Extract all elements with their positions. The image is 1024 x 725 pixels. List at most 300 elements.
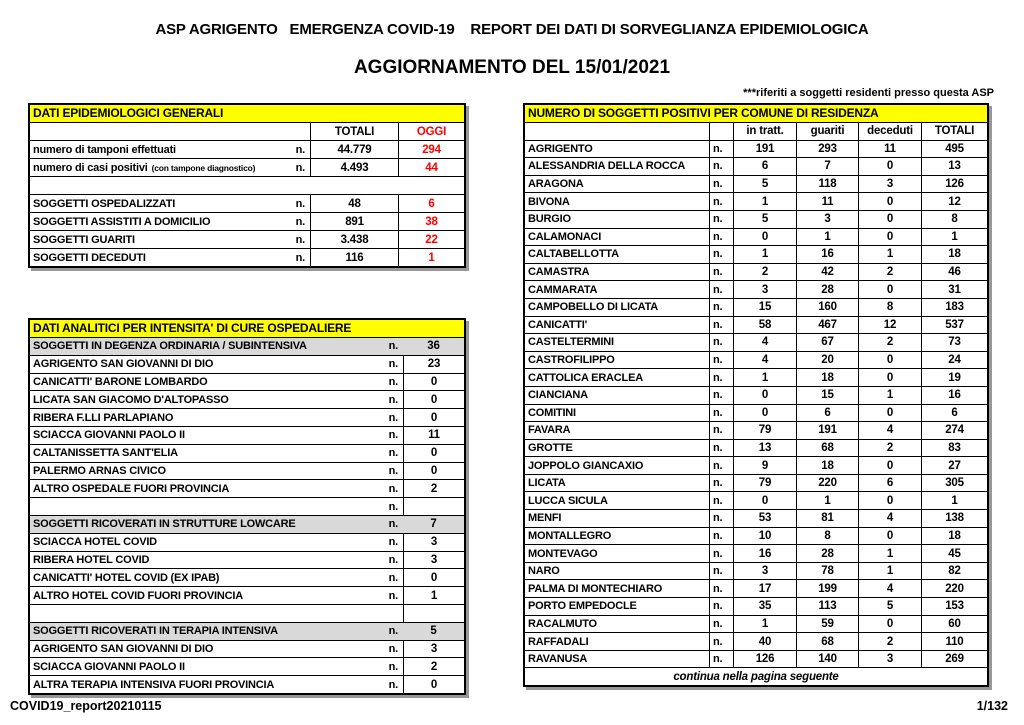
column-header-row bbox=[525, 122, 987, 140]
in-tratt-value: 4 bbox=[733, 352, 796, 369]
totali-value: 46 bbox=[921, 264, 987, 281]
in-tratt-value: 0 bbox=[733, 229, 796, 246]
table-row bbox=[525, 456, 987, 474]
n-abbrev: n. bbox=[388, 447, 398, 460]
row-label-cell bbox=[30, 516, 403, 533]
n-abbrev: n. bbox=[709, 492, 733, 509]
n-abbrev: n. bbox=[295, 161, 305, 174]
in-tratt-value: 2 bbox=[733, 264, 796, 281]
deceduti-value: 0 bbox=[858, 405, 921, 422]
deceduti-value: 0 bbox=[858, 229, 921, 246]
n-abbrev: n. bbox=[388, 536, 398, 549]
comune-name: CALAMONACI bbox=[528, 230, 602, 243]
table-row bbox=[525, 333, 987, 351]
guariti-value: 1 bbox=[796, 229, 858, 246]
n-abbrev: n. bbox=[295, 233, 305, 246]
table-row bbox=[30, 194, 464, 212]
comune-name: ARAGONA bbox=[528, 178, 584, 191]
table-row bbox=[30, 337, 464, 355]
row-label: SCIACCA GIOVANNI PAOLO II bbox=[33, 660, 185, 673]
comune-name: CANICATTI' bbox=[528, 318, 588, 331]
guariti-value: 42 bbox=[796, 264, 858, 281]
row-label-cell bbox=[30, 552, 403, 569]
n-abbrev: n. bbox=[388, 429, 398, 442]
in-tratt-value: 9 bbox=[733, 457, 796, 474]
row-label: RIBERA HOTEL COVID bbox=[33, 553, 150, 566]
oggi-column-header: OGGI bbox=[398, 123, 464, 140]
row-label-cell bbox=[30, 463, 403, 480]
totali-value: 73 bbox=[921, 334, 987, 351]
deceduti-value: 0 bbox=[858, 281, 921, 298]
deceduti-column-header: deceduti bbox=[858, 123, 921, 140]
guariti-value: 6 bbox=[796, 405, 858, 422]
comune-name: CATTOLICA ERACLEA bbox=[528, 371, 643, 384]
in-tratt-value: 17 bbox=[733, 580, 796, 597]
n-abbrev: n. bbox=[388, 589, 398, 602]
row-label-cell bbox=[30, 534, 403, 551]
deceduti-value: 1 bbox=[858, 545, 921, 562]
row-label: SOGGETTI ASSISTITI A DOMICILIO bbox=[33, 215, 211, 228]
table-row bbox=[525, 228, 987, 246]
table-row bbox=[525, 474, 987, 492]
oggi-value: 22 bbox=[398, 231, 464, 248]
deceduti-value: 1 bbox=[858, 387, 921, 404]
n-abbrev: n. bbox=[388, 518, 398, 531]
count-value: 0 bbox=[403, 391, 464, 408]
table-row bbox=[525, 280, 987, 298]
comune-name: ALESSANDRIA DELLA ROCCA bbox=[528, 160, 686, 173]
table-row bbox=[30, 230, 464, 248]
row-label-cell bbox=[30, 338, 403, 355]
table-row bbox=[30, 158, 464, 176]
comune-name: BIVONA bbox=[528, 195, 570, 208]
table-row bbox=[30, 568, 464, 586]
table-row bbox=[525, 491, 987, 509]
count-value: 36 bbox=[427, 340, 440, 353]
comune-name: GROTTE bbox=[528, 441, 573, 454]
row-label: AGRIGENTO SAN GIOVANNI DI DIO bbox=[33, 642, 214, 655]
table-row bbox=[30, 444, 464, 462]
row-label: SOGGETTI RICOVERATI IN STRUTTURE LOWCARE bbox=[33, 518, 296, 531]
report-title: ASP AGRIGENTO EMERGENZA COVID-19 REPORT DEI DATI DI SORVEGLIANZA EPIDEMIOLOGICA bbox=[155, 21, 869, 38]
deceduti-value: 3 bbox=[858, 651, 921, 668]
row-label-cell bbox=[30, 658, 403, 675]
guariti-value: 78 bbox=[796, 563, 858, 580]
count-value: 0 bbox=[403, 463, 464, 480]
in-tratt-value: 79 bbox=[733, 422, 796, 439]
deceduti-value: 4 bbox=[858, 510, 921, 527]
count-value: 3 bbox=[403, 534, 464, 551]
count-value: 7 bbox=[430, 518, 437, 531]
table-row bbox=[525, 597, 987, 615]
guariti-value: 467 bbox=[796, 317, 858, 334]
table-row bbox=[525, 615, 987, 633]
row-label-cell bbox=[30, 231, 310, 248]
n-abbrev: n. bbox=[709, 141, 733, 158]
table-row bbox=[30, 640, 464, 658]
deceduti-value: 0 bbox=[858, 528, 921, 545]
hospital-care-intensity-table bbox=[28, 318, 466, 695]
comune-name: LICATA bbox=[528, 477, 566, 490]
table-row bbox=[525, 527, 987, 545]
guariti-value: 191 bbox=[796, 422, 858, 439]
n-abbrev: n. bbox=[709, 405, 733, 422]
row-label: PALERMO ARNAS CIVICO bbox=[33, 464, 166, 477]
in-tratt-value: 79 bbox=[733, 475, 796, 492]
row-label: SOGGETTI DECEDUTI bbox=[33, 251, 146, 264]
guariti-value: 28 bbox=[796, 281, 858, 298]
guariti-value: 3 bbox=[796, 211, 858, 228]
row-label-cell bbox=[30, 409, 403, 426]
totali-value: 48 bbox=[310, 195, 398, 212]
n-abbrev: n. bbox=[709, 334, 733, 351]
general-table-body bbox=[30, 140, 464, 266]
n-abbrev: n. bbox=[709, 246, 733, 263]
guariti-value: 15 bbox=[796, 387, 858, 404]
n-abbrev: n. bbox=[709, 510, 733, 527]
guariti-value: 18 bbox=[796, 457, 858, 474]
empty-n-header-cell bbox=[709, 123, 733, 140]
table-row bbox=[30, 497, 464, 515]
in-tratt-value: 53 bbox=[733, 510, 796, 527]
row-label-cell bbox=[30, 141, 310, 158]
deceduti-value: 0 bbox=[858, 492, 921, 509]
row-label: SOGGETTI RICOVERATI IN TERAPIA INTENSIVA bbox=[33, 625, 278, 638]
guariti-value: 140 bbox=[796, 651, 858, 668]
n-abbrev: n. bbox=[295, 215, 305, 228]
row-label-cell bbox=[30, 605, 403, 622]
guariti-value: 293 bbox=[796, 141, 858, 158]
guariti-value: 1 bbox=[796, 492, 858, 509]
totali-value: 27 bbox=[921, 457, 987, 474]
guariti-value: 118 bbox=[796, 176, 858, 193]
in-tratt-value: 126 bbox=[733, 651, 796, 668]
n-abbrev: n. bbox=[388, 393, 398, 406]
count-value: 0 bbox=[403, 445, 464, 462]
row-label: ALTRO HOTEL COVID FUORI PROVINCIA bbox=[33, 589, 243, 602]
table-row bbox=[525, 632, 987, 650]
n-abbrev: n. bbox=[388, 660, 398, 673]
row-label: numero di casi positivi bbox=[33, 161, 148, 174]
n-abbrev: n. bbox=[709, 598, 733, 615]
row-label: SCIACCA GIOVANNI PAOLO II bbox=[33, 429, 185, 442]
totali-value: 60 bbox=[921, 616, 987, 633]
deceduti-value: 2 bbox=[858, 440, 921, 457]
table-row bbox=[525, 157, 987, 175]
count-value bbox=[403, 605, 464, 622]
table-row bbox=[525, 562, 987, 580]
n-abbrev: n. bbox=[709, 633, 733, 650]
table-row bbox=[525, 298, 987, 316]
comune-name: CAMASTRA bbox=[528, 266, 590, 279]
totali-value: 274 bbox=[921, 422, 987, 439]
comune-name: COMITINI bbox=[528, 406, 576, 419]
in-tratt-value: 35 bbox=[733, 598, 796, 615]
in-tratt-value: 191 bbox=[733, 141, 796, 158]
totali-value: 891 bbox=[310, 213, 398, 230]
n-abbrev: n. bbox=[709, 616, 733, 633]
totali-value: 19 bbox=[921, 369, 987, 386]
deceduti-value: 6 bbox=[858, 475, 921, 492]
deceduti-value: 0 bbox=[858, 457, 921, 474]
deceduti-value: 2 bbox=[858, 633, 921, 650]
guariti-value: 199 bbox=[796, 580, 858, 597]
in-tratt-value: 15 bbox=[733, 299, 796, 316]
in-tratt-value: 1 bbox=[733, 616, 796, 633]
comune-name: RACALMUTO bbox=[528, 617, 597, 630]
n-abbrev: n. bbox=[709, 563, 733, 580]
n-abbrev: n. bbox=[709, 299, 733, 316]
comune-name: MENFI bbox=[528, 512, 562, 525]
count-value: 2 bbox=[403, 658, 464, 675]
n-abbrev: n. bbox=[709, 229, 733, 246]
row-label-cell bbox=[30, 587, 403, 604]
general-epidemiology-table bbox=[28, 103, 466, 268]
n-abbrev: n. bbox=[709, 440, 733, 457]
totali-value: 1 bbox=[921, 492, 987, 509]
table-row bbox=[525, 544, 987, 562]
in-tratt-value: 10 bbox=[733, 528, 796, 545]
deceduti-value: 1 bbox=[858, 246, 921, 263]
guariti-value: 68 bbox=[796, 440, 858, 457]
deceduti-value: 4 bbox=[858, 580, 921, 597]
table-row bbox=[30, 604, 464, 622]
table-row bbox=[525, 439, 987, 457]
comune-name: RAFFADALI bbox=[528, 635, 589, 648]
guariti-value: 8 bbox=[796, 528, 858, 545]
deceduti-value: 2 bbox=[858, 264, 921, 281]
blank-cell bbox=[30, 177, 464, 194]
row-label-cell bbox=[30, 159, 310, 176]
n-abbrev: n. bbox=[709, 545, 733, 562]
row-label-cell bbox=[30, 195, 310, 212]
oggi-value: 6 bbox=[398, 195, 464, 212]
residents-note: ***riferiti a soggetti residenti presso questa ASP bbox=[743, 87, 994, 99]
table-row bbox=[30, 355, 464, 373]
totali-value: 183 bbox=[921, 299, 987, 316]
table-row bbox=[30, 390, 464, 408]
row-label-cell bbox=[30, 445, 403, 462]
row-label-cell bbox=[30, 391, 403, 408]
table-row bbox=[30, 533, 464, 551]
deceduti-value: 4 bbox=[858, 422, 921, 439]
totali-value: 220 bbox=[921, 580, 987, 597]
row-label-cell bbox=[30, 569, 403, 586]
comune-name: BURGIO bbox=[528, 213, 571, 226]
totali-value: 537 bbox=[921, 317, 987, 334]
totali-value: 495 bbox=[921, 141, 987, 158]
row-label-cell bbox=[30, 641, 403, 658]
table-row bbox=[525, 175, 987, 193]
in-tratt-value: 1 bbox=[733, 369, 796, 386]
table-row bbox=[525, 509, 987, 527]
table-row bbox=[30, 479, 464, 497]
totali-value: 305 bbox=[921, 475, 987, 492]
count-value: 3 bbox=[403, 641, 464, 658]
totali-value: 269 bbox=[921, 651, 987, 668]
table-row bbox=[30, 657, 464, 675]
deceduti-value: 2 bbox=[858, 334, 921, 351]
comune-name: PALMA DI MONTECHIARO bbox=[528, 582, 663, 595]
totali-value: 8 bbox=[921, 211, 987, 228]
comune-name: MONTEVAGO bbox=[528, 547, 598, 560]
guariti-value: 220 bbox=[796, 475, 858, 492]
row-label: RIBERA F.LLI PARLAPIANO bbox=[33, 411, 174, 424]
guariti-value: 59 bbox=[796, 616, 858, 633]
comune-name: CAMPOBELLO DI LICATA bbox=[528, 301, 659, 314]
deceduti-value: 11 bbox=[858, 141, 921, 158]
guariti-value: 81 bbox=[796, 510, 858, 527]
totali-value: 126 bbox=[921, 176, 987, 193]
empty-header-cell bbox=[525, 123, 709, 140]
totali-value: 153 bbox=[921, 598, 987, 615]
n-abbrev: n. bbox=[709, 176, 733, 193]
in-tratt-value: 3 bbox=[733, 563, 796, 580]
guariti-value: 160 bbox=[796, 299, 858, 316]
in-tratt-value: 1 bbox=[733, 246, 796, 263]
n-abbrev: n. bbox=[709, 651, 733, 668]
in-tratt-value: 0 bbox=[733, 492, 796, 509]
comune-name: CASTROFILIPPO bbox=[528, 354, 615, 367]
oggi-value: 1 bbox=[398, 249, 464, 266]
comuni-table-title: NUMERO DI SOGGETTI POSITIVI PER COMUNE DI RESIDENZA bbox=[525, 105, 987, 122]
n-abbrev: n. bbox=[709, 281, 733, 298]
n-abbrev: n. bbox=[388, 625, 398, 638]
row-label-cell bbox=[30, 374, 403, 391]
in-tratt-value: 5 bbox=[733, 176, 796, 193]
comune-name: PORTO EMPEDOCLE bbox=[528, 600, 637, 613]
count-value: 0 bbox=[403, 409, 464, 426]
row-label: SCIACCA HOTEL COVID bbox=[33, 536, 157, 549]
totali-value: 116 bbox=[310, 249, 398, 266]
page-number: 1/132 bbox=[976, 699, 1008, 713]
document-filename: COVID19_report20210115 bbox=[10, 699, 162, 713]
in-tratt-value: 13 bbox=[733, 440, 796, 457]
in-tratt-value: 0 bbox=[733, 405, 796, 422]
n-abbrev: n. bbox=[709, 193, 733, 210]
count-value: 0 bbox=[403, 569, 464, 586]
n-abbrev: n. bbox=[388, 553, 398, 566]
count-value: 3 bbox=[403, 552, 464, 569]
comune-name: MONTALLEGRO bbox=[528, 529, 612, 542]
deceduti-value: 1 bbox=[858, 563, 921, 580]
table-row bbox=[30, 675, 464, 693]
totali-value: 6 bbox=[921, 405, 987, 422]
table-row bbox=[525, 316, 987, 334]
n-abbrev: n. bbox=[295, 251, 305, 264]
table-row bbox=[525, 404, 987, 422]
oggi-value: 294 bbox=[398, 141, 464, 158]
table-row bbox=[30, 248, 464, 266]
comune-name: CALTABELLOTTA bbox=[528, 248, 619, 261]
comuni-table-body bbox=[525, 140, 987, 668]
n-abbrev: n. bbox=[709, 580, 733, 597]
totali-value: 83 bbox=[921, 440, 987, 457]
totali-value: 31 bbox=[921, 281, 987, 298]
table-row bbox=[30, 408, 464, 426]
totali-value: 18 bbox=[921, 528, 987, 545]
in-tratt-column-header: in tratt. bbox=[733, 123, 796, 140]
count-value bbox=[403, 498, 464, 515]
guariti-value: 11 bbox=[796, 193, 858, 210]
table-row bbox=[30, 426, 464, 444]
row-label: ALTRA TERAPIA INTENSIVA FUORI PROVINCIA bbox=[33, 678, 275, 691]
count-value: 23 bbox=[403, 356, 464, 373]
n-abbrev: n. bbox=[709, 457, 733, 474]
n-abbrev: n. bbox=[709, 528, 733, 545]
guariti-value: 113 bbox=[796, 598, 858, 615]
table-row bbox=[525, 579, 987, 597]
totali-value: 3.438 bbox=[310, 231, 398, 248]
row-label: numero di tamponi effettuati bbox=[33, 143, 176, 156]
positives-by-comune-table bbox=[523, 103, 989, 687]
totali-value: 45 bbox=[921, 545, 987, 562]
count-value: 5 bbox=[430, 625, 437, 638]
hospital-table-body bbox=[30, 337, 464, 693]
continuation-row bbox=[525, 667, 987, 685]
in-tratt-value: 6 bbox=[733, 158, 796, 175]
table-row bbox=[30, 515, 464, 533]
table-row bbox=[525, 650, 987, 668]
table-row bbox=[30, 140, 464, 158]
in-tratt-value: 16 bbox=[733, 545, 796, 562]
totali-value: 138 bbox=[921, 510, 987, 527]
guariti-value: 18 bbox=[796, 369, 858, 386]
n-abbrev: n. bbox=[709, 264, 733, 281]
totali-value: 12 bbox=[921, 193, 987, 210]
table-row bbox=[30, 176, 464, 194]
row-label-cell bbox=[30, 213, 310, 230]
table-row bbox=[30, 622, 464, 640]
comune-name: CASTELTERMINI bbox=[528, 336, 614, 349]
count-value: 0 bbox=[403, 676, 464, 693]
totali-value: 44.779 bbox=[310, 141, 398, 158]
report-update-date: AGGIORNAMENTO DEL 15/01/2021 bbox=[353, 57, 671, 78]
n-abbrev: n. bbox=[709, 352, 733, 369]
totali-column-header: TOTALI bbox=[921, 123, 987, 140]
general-table-title: DATI EPIDEMIOLOGICI GENERALI bbox=[30, 105, 464, 122]
hospital-table-title: DATI ANALITICI PER INTENSITA' DI CURE OSPEDALIERE bbox=[30, 320, 464, 337]
table-row bbox=[525, 140, 987, 158]
n-abbrev: n. bbox=[709, 387, 733, 404]
table-row bbox=[525, 263, 987, 281]
guariti-value: 20 bbox=[796, 352, 858, 369]
n-abbrev: n. bbox=[295, 143, 305, 156]
deceduti-value: 3 bbox=[858, 176, 921, 193]
row-label: SOGGETTI IN DEGENZA ORDINARIA / SUBINTENSIVA bbox=[33, 340, 307, 353]
totali-value: 13 bbox=[921, 158, 987, 175]
deceduti-value: 0 bbox=[858, 369, 921, 386]
n-abbrev: n. bbox=[388, 411, 398, 424]
n-abbrev: n. bbox=[388, 358, 398, 371]
table-row bbox=[525, 386, 987, 404]
in-tratt-value: 5 bbox=[733, 211, 796, 228]
guariti-value: 67 bbox=[796, 334, 858, 351]
guariti-value: 16 bbox=[796, 246, 858, 263]
totali-column-header: TOTALI bbox=[310, 123, 398, 140]
row-label: CANICATTI' HOTEL COVID (EX IPAB) bbox=[33, 571, 220, 584]
table-row bbox=[525, 351, 987, 369]
deceduti-value: 12 bbox=[858, 317, 921, 334]
in-tratt-value: 40 bbox=[733, 633, 796, 650]
in-tratt-value: 58 bbox=[733, 317, 796, 334]
table-row bbox=[525, 210, 987, 228]
totali-value: 1 bbox=[921, 229, 987, 246]
table-row bbox=[525, 245, 987, 263]
row-label-cell bbox=[30, 249, 310, 266]
comune-name: RAVANUSA bbox=[528, 653, 588, 666]
empty-header-cell bbox=[30, 123, 310, 140]
